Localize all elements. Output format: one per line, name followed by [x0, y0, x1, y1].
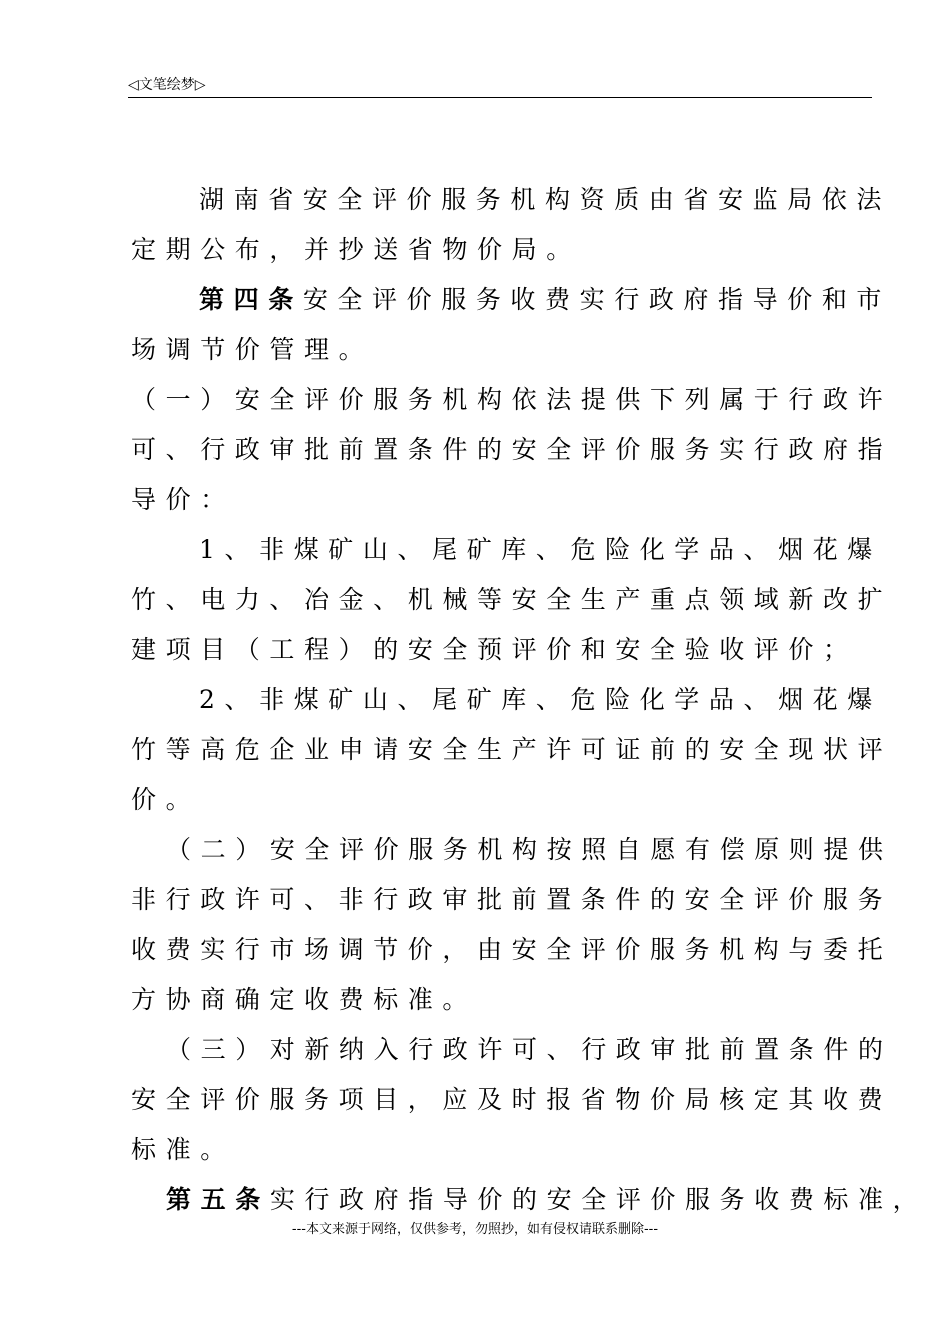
article-five-heading: 第五条: [166, 1185, 270, 1214]
paragraph-line: 场调节价管理。: [131, 335, 374, 364]
article-four-line: [131, 280, 892, 330]
paragraph-line: （三）对新纳入行政许可、行政审批前置条件的: [166, 1035, 893, 1064]
paragraph-line: 收费实行市场调节价，由安全评价服务机构与委托: [131, 935, 893, 964]
paragraph-line: （一）安全评价服务机构依法提供下列属于行政许: [131, 385, 893, 414]
paragraph-line: 竹等高危企业申请安全生产许可证前的安全现状评: [131, 735, 893, 764]
article-five-text: 实行政府指导价的安全评价服务收费标准，: [269, 1185, 928, 1214]
paragraph-line: 湖南省安全评价服务机构资质由省安监局依法: [199, 185, 892, 214]
article-four-text: 安全评价服务收费实行政府指导价和市: [302, 285, 892, 314]
paragraph-line: 建项目（工程）的安全预评价和安全验收评价；: [131, 635, 858, 664]
paragraph-line: 安全评价服务项目，应及时报省物价局核定其收费: [131, 1085, 893, 1114]
paragraph-line: 导价：: [131, 485, 235, 514]
page-header-text: ◁文笔绘梦▷: [128, 77, 206, 93]
paragraph-line: 竹、电力、冶金、机械等安全生产重点领域新改扩: [131, 585, 893, 614]
paragraph-line: 定期公布，并抄送省物价局。: [131, 235, 581, 264]
paragraph-line: 非行政许可、非行政审批前置条件的安全评价服务: [131, 885, 893, 914]
list-item-line: 2、非煤矿山、尾矿库、危险化学品、烟花爆: [199, 685, 882, 714]
document-body: [131, 180, 928, 1230]
paragraph-line: 可、行政审批前置条件的安全评价服务实行政府指: [131, 435, 893, 464]
paragraph-line: 价。: [131, 785, 201, 814]
paragraph-line: （二）安全评价服务机构按照自愿有偿原则提供: [166, 835, 893, 864]
header-divider: [128, 97, 872, 98]
page-footer-text: ---本文来源于网络，仅供参考，勿照抄，如有侵权请联系删除---: [291, 1222, 659, 1237]
article-four-heading: 第四条: [199, 285, 303, 314]
paragraph-line: 标准。: [131, 1135, 235, 1164]
paragraph-line: 方协商确定收费标准。: [131, 985, 478, 1014]
list-item-line: 1、非煤矿山、尾矿库、危险化学品、烟花爆: [199, 535, 882, 564]
